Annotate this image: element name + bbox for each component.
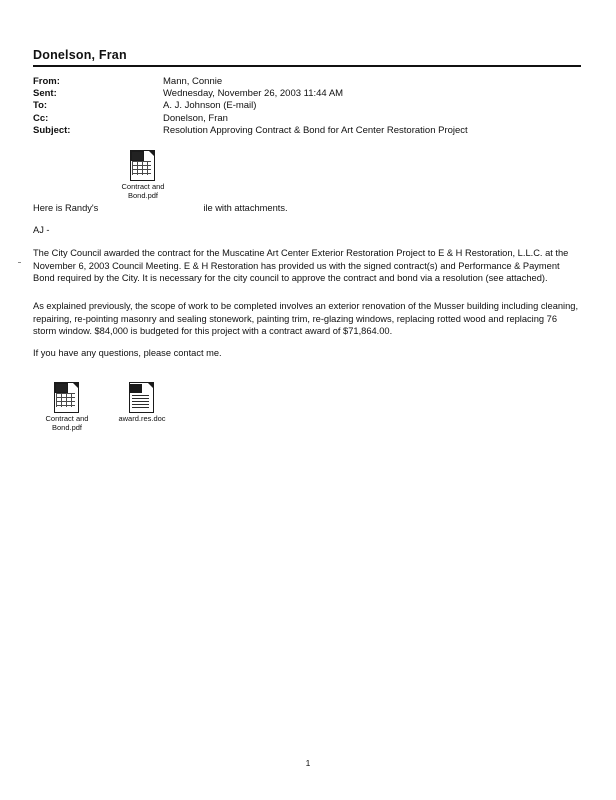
pdf-document-icon bbox=[54, 382, 80, 412]
field-row-subject bbox=[33, 125, 581, 137]
field-value-cc: Donelson, Fran bbox=[163, 112, 228, 124]
field-label-to: To: bbox=[33, 100, 48, 112]
field-label-sent: Sent: bbox=[33, 88, 57, 100]
attachment-item-award-res[interactable] bbox=[103, 382, 181, 423]
word-document-icon bbox=[129, 382, 155, 412]
attachment-caption-line1: award.res.doc bbox=[118, 414, 166, 423]
field-row-to bbox=[33, 100, 581, 112]
field-value-to: A. J. Johnson (E-mail) bbox=[163, 100, 257, 112]
field-value-from: Mann, Connie bbox=[163, 76, 223, 87]
field-value-subject: Resolution Approving Contract & Bond for Art Center Restoration Project bbox=[163, 124, 468, 136]
field-row-sent bbox=[33, 88, 581, 100]
email-header-fields bbox=[33, 76, 581, 137]
body-salutation: AJ - bbox=[33, 225, 50, 235]
inline-attachment-caption-line2: Bond.pdf bbox=[127, 191, 159, 200]
body-paragraph-2: As explained previously, the scope of work to be completed involves an exterior renovation of the Musser building including cleaning, repairing, re-pointing masonry and sealing stonework, painting trim, re-glazing windows, replacing rotted wood and replacing 76 storm window. $84,000 is budgeted for this project with a contract award of $71,864.00. bbox=[33, 301, 579, 337]
page-number: 1 bbox=[305, 758, 311, 768]
field-row-from bbox=[33, 76, 581, 88]
field-label-subject: Subject: bbox=[33, 124, 71, 136]
recipient-name: Donelson, Fran bbox=[33, 48, 127, 62]
body-paragraph-1: The City Council awarded the contract for the Muscatine Art Center Exterior Restoration Project to E & H Restoration, L.L.C. at the November 6, 2003 Council Meeting. E & H Restoration has provided us with the signed contract(s) and Performance & Payment Bond required by the City. It is necessary for the city council to approve the contract and bond via a resolution (see attached). bbox=[33, 248, 569, 284]
field-value-sent: Wednesday, November 26, 2003 11:44 AM bbox=[163, 88, 344, 100]
attachment-caption-line2: Bond.pdf bbox=[51, 423, 83, 432]
inline-attachment-caption-line1: Contract and bbox=[121, 182, 165, 191]
document-header bbox=[33, 48, 581, 67]
attachment-caption-line1: Contract and bbox=[45, 414, 89, 423]
body-line-intro bbox=[33, 202, 581, 215]
header-rule bbox=[33, 65, 581, 67]
field-label-cc: Cc: bbox=[33, 112, 49, 124]
intro-text-after: ile with attachments. bbox=[203, 203, 288, 213]
inline-attachment-item[interactable] bbox=[104, 150, 182, 200]
intro-text-before: Here is Randy's bbox=[33, 203, 99, 213]
field-label-from: From: bbox=[33, 76, 60, 87]
attachment-item-contract-bond[interactable] bbox=[28, 382, 106, 432]
scan-artifact bbox=[18, 262, 21, 263]
pdf-document-icon bbox=[130, 150, 156, 180]
body-paragraph-3: If you have any questions, please contact me. bbox=[33, 348, 222, 358]
field-row-cc bbox=[33, 113, 581, 125]
